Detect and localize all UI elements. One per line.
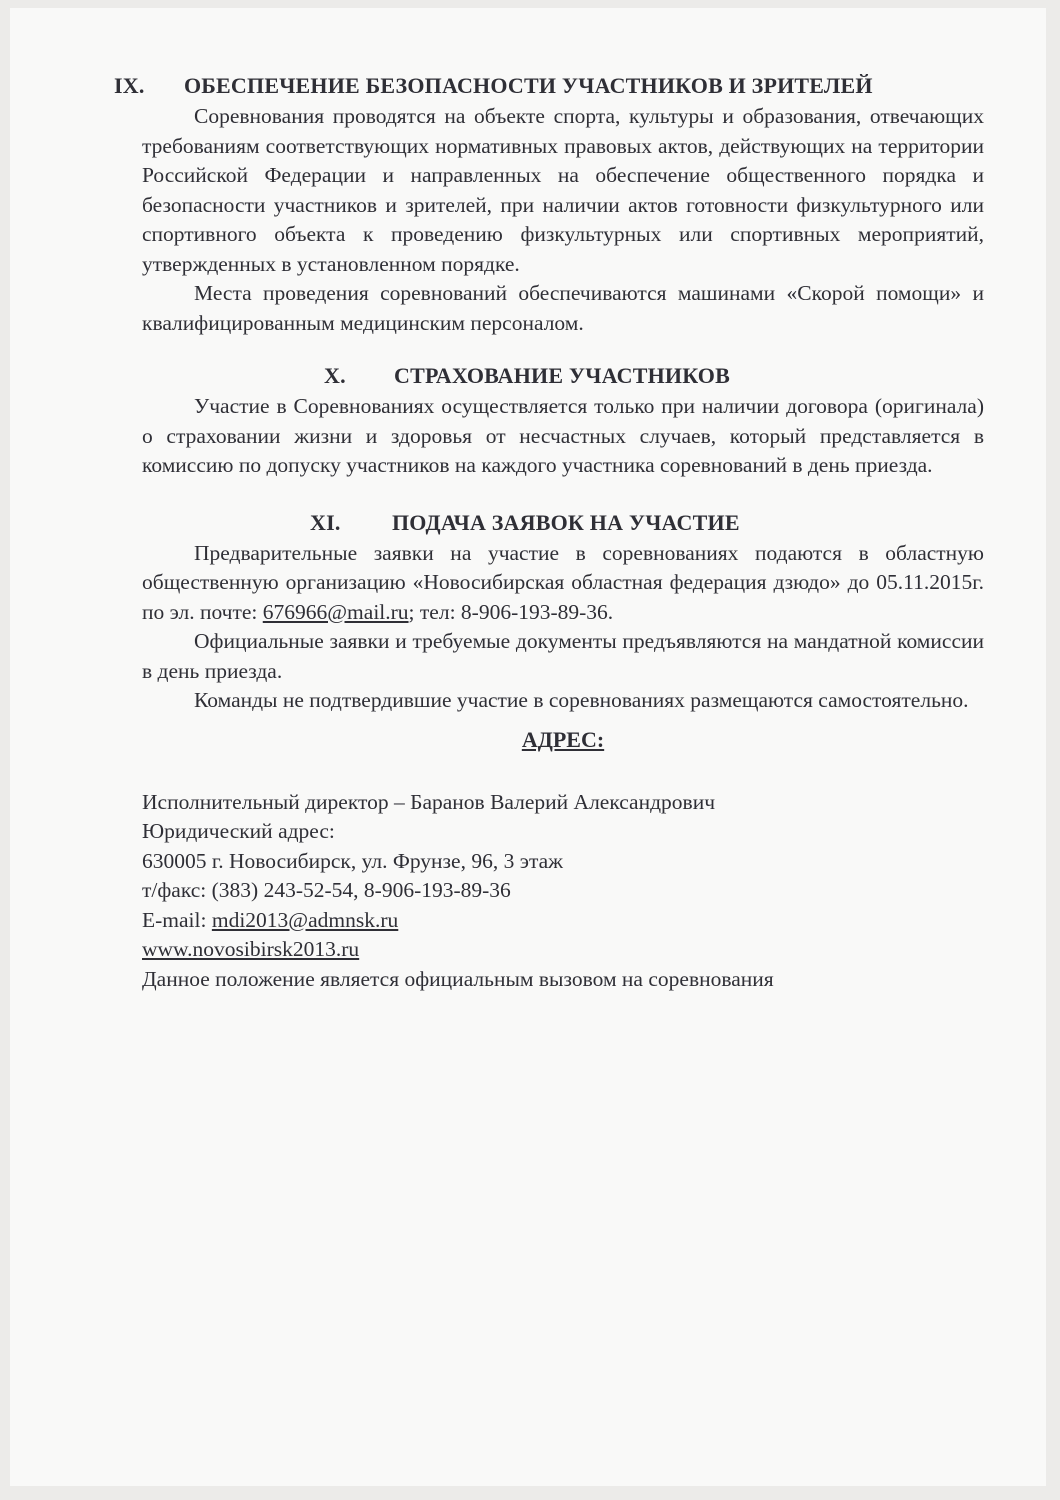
- document-content: [114, 70, 984, 994]
- section-11-title: ПОДАЧА ЗАЯВОК НА УЧАСТИЕ: [392, 509, 740, 535]
- director-line: Исполнительный директор – Баранов Валерий Александрович: [142, 789, 716, 814]
- section-11-paragraph-1: [142, 539, 984, 628]
- section-10-title: СТРАХОВАНИЕ УЧАСТНИКОВ: [394, 363, 730, 388]
- closing-statement: Данное положение является официальным вызовом на соревнования: [142, 966, 774, 991]
- submission-email-link[interactable]: 676966@mail.ru: [262, 599, 409, 624]
- section-9-paragraph-2: Места проведения соревнований обеспечиваются машинами «Скорой помощи» и квалифицированным медицинским персоналом.: [142, 281, 984, 335]
- section-11-number: XI.: [310, 509, 341, 535]
- address-heading: АДРЕС:: [521, 726, 605, 752]
- street-address: 630005 г. Новосибирск, ул. Фрунзе, 96, 3 этаж: [142, 848, 564, 873]
- contact-email-link[interactable]: mdi2013@admnsk.ru: [211, 907, 399, 932]
- section-11-heading: [142, 507, 984, 539]
- section-11-paragraph-1-phone: ; тел: 8-906-193-89-36.: [408, 599, 614, 624]
- section-10-heading: [142, 360, 984, 392]
- section-11-paragraph-1-text: Предварительные заявки на участие в соревнованиях подаются в областную общественную организацию «Новосибирская областная федерация дзюдо» до 05.11.2015г. по эл. почте:: [142, 540, 984, 624]
- website-link[interactable]: www.novosibirsk2013.ru: [142, 937, 360, 961]
- section-11-paragraph-3: Команды не подтвердившие участие в соревнованиях размещаются самостоятельно.: [194, 688, 969, 712]
- section-11-paragraph-2: Официальные заявки и требуемые документы предъявляются на мандатной комиссии в день приезда.: [142, 629, 984, 683]
- address-block: [142, 788, 984, 995]
- section-10-paragraph-1: Участие в Соревнованиях осуществляется только при наличии договора (оригинала) о страховании жизни и здоровья от несчастных случаев, который представляется в комиссию по допуску участников на каждого участника соревнований в день приезда.: [142, 394, 984, 477]
- section-9-number: IX.: [114, 73, 145, 98]
- section-10-number: X.: [324, 363, 346, 388]
- section-9-heading: [114, 70, 984, 102]
- phone-fax-line: т/факс: (383) 243-52-54, 8-906-193-89-36: [142, 878, 511, 902]
- website-line: [142, 935, 984, 965]
- document-page: [10, 8, 1046, 1486]
- section-9-title: ОБЕСПЕЧЕНИЕ БЕЗОПАСНОСТИ УЧАСТНИКОВ И ЗРИТЕЛЕЙ: [184, 73, 873, 98]
- legal-address-label: Юридический адрес:: [142, 819, 335, 843]
- email-line: [142, 906, 984, 936]
- email-label: E-mail:: [142, 907, 212, 932]
- section-9-paragraph-1: Соревнования проводятся на объекте спорта, культуры и образования, отвечающих требованиям соответствующих нормативных правовых актов, действующих на территории Российской Федерации и направленных на обеспечение общественного порядка и безопасности участников и зрителей, при наличии актов готовности физкультурного или спортивного объекта к проведению физкультурных или спортивных мероприятий, утвержденных в установленном порядке.: [142, 104, 984, 276]
